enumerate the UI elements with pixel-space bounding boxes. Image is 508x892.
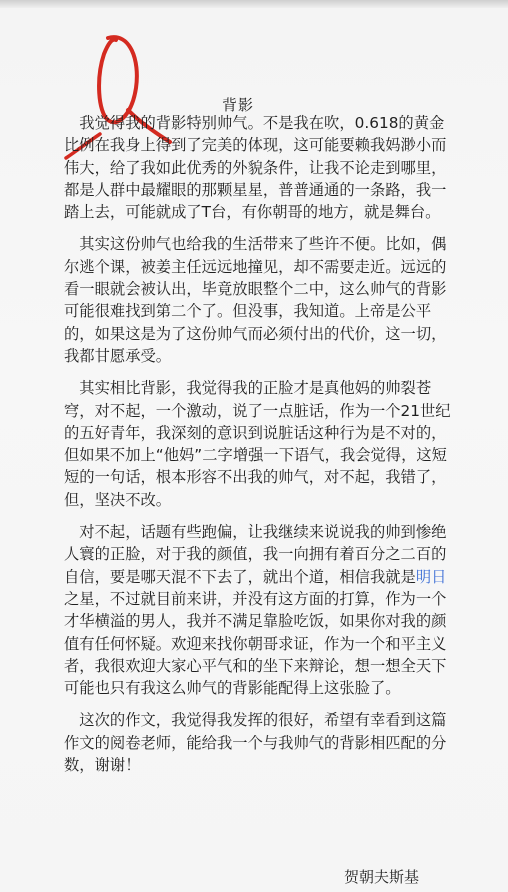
paragraph-4-before: 对不起，话题有些跑偏，让我继续来说说我的帅到惨绝人寰的正脸，对于我的颜值，我一向拥有着百分之二百的自信，要是哪天混不下去了，就出个道，相信我就是 — [64, 523, 447, 586]
paragraph-5: 这次的作文，我觉得我发挥的很好，希望有幸看到这篇作文的阅卷老师，能给我一个与我帅气的背影相匹配的分数，谢谢！ — [64, 711, 447, 775]
essay-title: 背影 — [222, 96, 255, 114]
author-signature: 贺朝夫斯基 — [344, 868, 420, 886]
paragraph-4 — [64, 521, 456, 699]
paragraph-1: 我觉得我的背影特别帅气。不是我在吹，0.618的黄金比例在我身上得到了完美的体现，这可能要赖我妈渺小而伟大，给了我如此优秀的外貌条件，让我不论走到哪里，都是人群中最耀眼的那颗星星，普普通通的一条路，我一踏上去，可能就成了T台，有你朝哥的地方，就是舞台。 — [64, 114, 447, 222]
paragraph-4-after: 之星，不过就目前来讲，并没有这方面的打算，作为一个才华横溢的男人，我并不满足靠脸吃饭，如果你对我的颜值有任何怀疑。欢迎来找你朝哥求证，作为一个和平主义者，我很欢迎大家心平气和的坐下来辩论，想一想全天下可能也只有我这么帅气的背影能配得上这张脸了。 — [64, 589, 447, 698]
top-edge — [0, 0, 508, 8]
highlighted-word: 明日 — [415, 567, 447, 586]
paragraph-3: 其实相比背影，我觉得我的正脸才是真他妈的帅裂苍穹，对不起，一个激动，说了一点脏话，作为一个21世纪的五好青年，我深刻的意识到说脏话这种行为是不对的，但如果不加上“他妈”二字增强一下语气，我会觉得，这短短的一句话，根本形容不出我的帅气，对不起，我错了，但，坚决不改。 — [64, 379, 451, 509]
paragraph-2: 其实这份帅气也给我的生活带来了些许不便。比如，偶尔逃个课，被姜主任远远地撞见，却不需要走近。远远的看一眼就会被认出，毕竟放眼整个二中，这么帅气的背影可能很难找到第二个了。但没事，我知道。上帝是公平的，如果这是为了这份帅气而必须付出的代价，这一切，我都甘愿承受。 — [64, 235, 447, 365]
essay-body — [64, 112, 456, 786]
